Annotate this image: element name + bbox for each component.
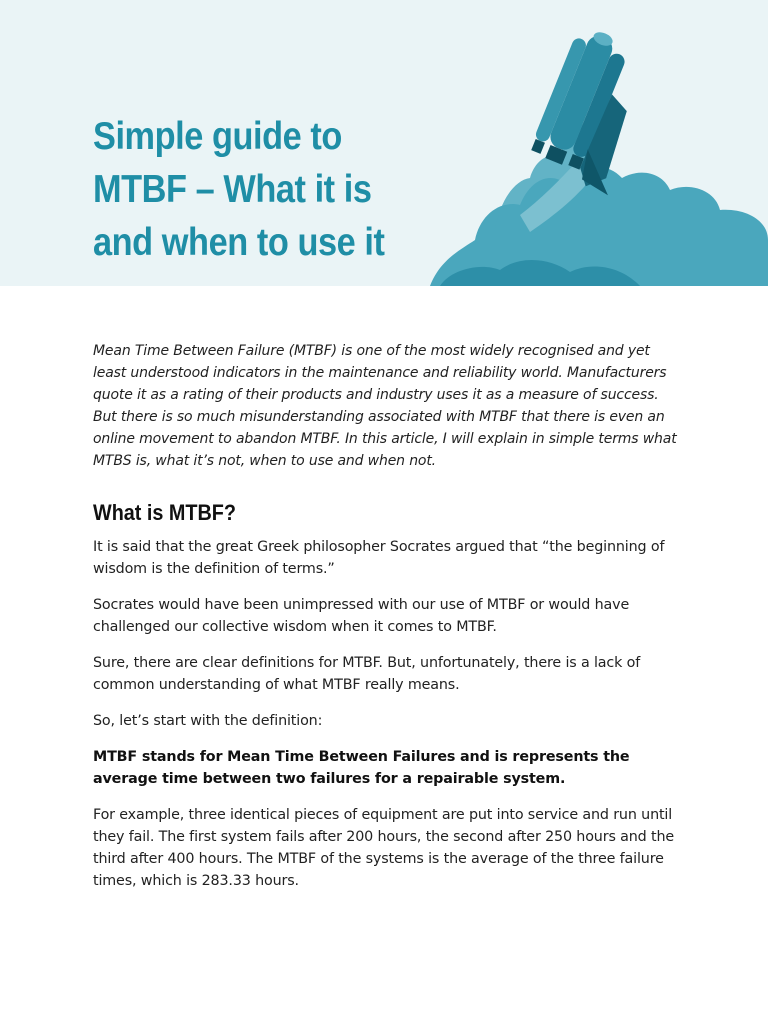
paragraph-socrates-quote: It is said that the great Greek philosopher Socrates argued that “the beginning of wisdom is the definition of terms.” (93, 539, 665, 577)
section-heading: What is MTBF? (93, 500, 236, 525)
header-band (0, 0, 768, 286)
page-title: Simple guide to MTBF – What it is and when to use it (93, 115, 385, 264)
paragraph-definitions: Sure, there are clear definitions for MTBF. But, unfortunately, there is a lack of common understanding of what MTBF really means. (93, 655, 641, 693)
paragraph-example: For example, three identical pieces of equipment are put into service and run until they fail. The first system fails after 200 hours, the second after 250 hours and the third after 400 hours. The MTBF of the systems is the average of the three failure times, which is 283.33 hours. (93, 807, 674, 889)
paragraph-socrates-unimpressed: Socrates would have been unimpressed with our use of MTBF or would have challenged our collective wisdom when it comes to MTBF. (93, 597, 630, 635)
paragraph-start-definition: So, let’s start with the definition: (93, 713, 323, 729)
intro-paragraph: Mean Time Between Failure (MTBF) is one of the most widely recognised and yet least understood indicators in the maintenance and reliability world. Manufacturers quote it as a rating of their products and industry uses it as a measure of success. But there is so much misunderstanding associated with MTBF that there is even an online movement to abandon MTBF. In this article, I will explain in simple terms what MTBS is, what it’s not, when to use and when not. (93, 343, 677, 469)
space-shuttle-launch-illustration (400, 0, 768, 286)
paragraph-mtbf-definition: MTBF stands for Mean Time Between Failures and is represents the average time between two failures for a repairable system. (93, 749, 630, 787)
article-body (93, 340, 683, 906)
